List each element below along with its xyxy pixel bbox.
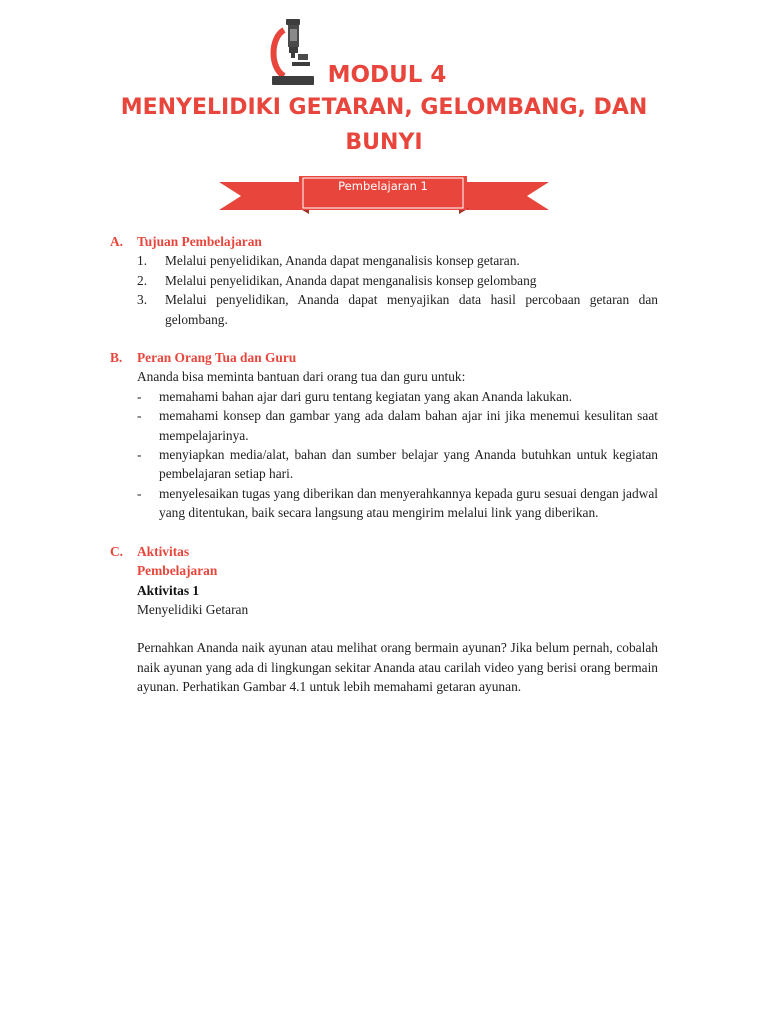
list-text: menyiapkan media/alat, bahan dan sumber belajar yang Ananda butuhkan untuk kegiatan pembelajaran setiap hari. — [159, 447, 658, 482]
list-text: Melalui penyelidikan, Ananda dapat menyajikan data hasil percobaan getaran dan gelombang. — [165, 292, 658, 327]
section-intro: Ananda bisa meminta bantuan dari orang tua dan guru untuk: — [137, 369, 466, 385]
section-parent-teacher — [110, 348, 658, 523]
list-item — [137, 445, 658, 484]
list-dash: - — [137, 388, 142, 404]
section-heading — [110, 232, 658, 251]
section-letter: A. — [110, 234, 124, 249]
section-letter: C. — [110, 543, 124, 559]
section-heading — [110, 542, 658, 561]
list-number: 3. — [137, 292, 148, 308]
list-item — [137, 406, 658, 445]
section-title: Aktivitas — [137, 543, 190, 559]
section-letter: B. — [110, 350, 123, 366]
activity-title: Aktivitas 1 — [137, 582, 200, 598]
list-dash: - — [137, 447, 142, 463]
list-item — [137, 271, 658, 290]
section-title: Peran Orang Tua dan Guru — [137, 350, 297, 366]
activity-subtitle: Menyelidiki Getaran — [137, 601, 249, 617]
list-item — [137, 251, 658, 270]
list-dash: - — [137, 485, 142, 501]
section-title: Tujuan Pembelajaran — [137, 234, 262, 249]
list-item — [137, 290, 658, 329]
list-item — [137, 484, 658, 523]
section-objectives — [110, 232, 658, 329]
list-text: Melalui penyelidikan, Ananda dapat menganalisis konsep gelombang — [165, 272, 537, 288]
list-dash: - — [137, 408, 142, 424]
section-activities — [110, 542, 658, 697]
list-text: memahami konsep dan gambar yang ada dalam bahan ajar ini jika menemui kesulitan saat mempelajarinya. — [159, 408, 658, 443]
section-subheading: Pembelajaran — [137, 563, 218, 579]
section-heading — [110, 348, 658, 367]
document-body — [110, 232, 658, 716]
ribbon-label: Pembelajaran 1 — [338, 179, 428, 193]
module-number: MODUL 4 — [327, 62, 447, 88]
list-text: menyelesaikan tugas yang diberikan dan menyerahkannya kepada guru sesuai dengan jadwal yang ditentukan, baik secara langsung atau mengirim melalui link yang diberikan. — [159, 485, 658, 521]
activity-paragraph: Pernahkan Ananda naik ayunan atau melihat orang bermain ayunan? Jika belum pernah, cobalah naik ayunan yang ada di lingkungan sekitar Ananda atau carilah video yang berisi orang bermain ayunan. Perhatikan Gambar 4.1 untuk lebih memahami getaran ayunan. — [137, 640, 658, 695]
list-text: memahami bahan ajar dari guru tentang kegiatan yang akan Ananda lakukan. — [159, 388, 573, 404]
module-title: MENYELIDIKI GETARAN, GELOMBANG, DAN BUNYI — [120, 95, 648, 155]
list-item — [137, 387, 658, 406]
list-number: 1. — [137, 253, 148, 269]
list-text: Melalui penyelidikan, Ananda dapat menganalisis konsep getaran. — [165, 253, 520, 269]
list-number: 2. — [137, 272, 148, 288]
